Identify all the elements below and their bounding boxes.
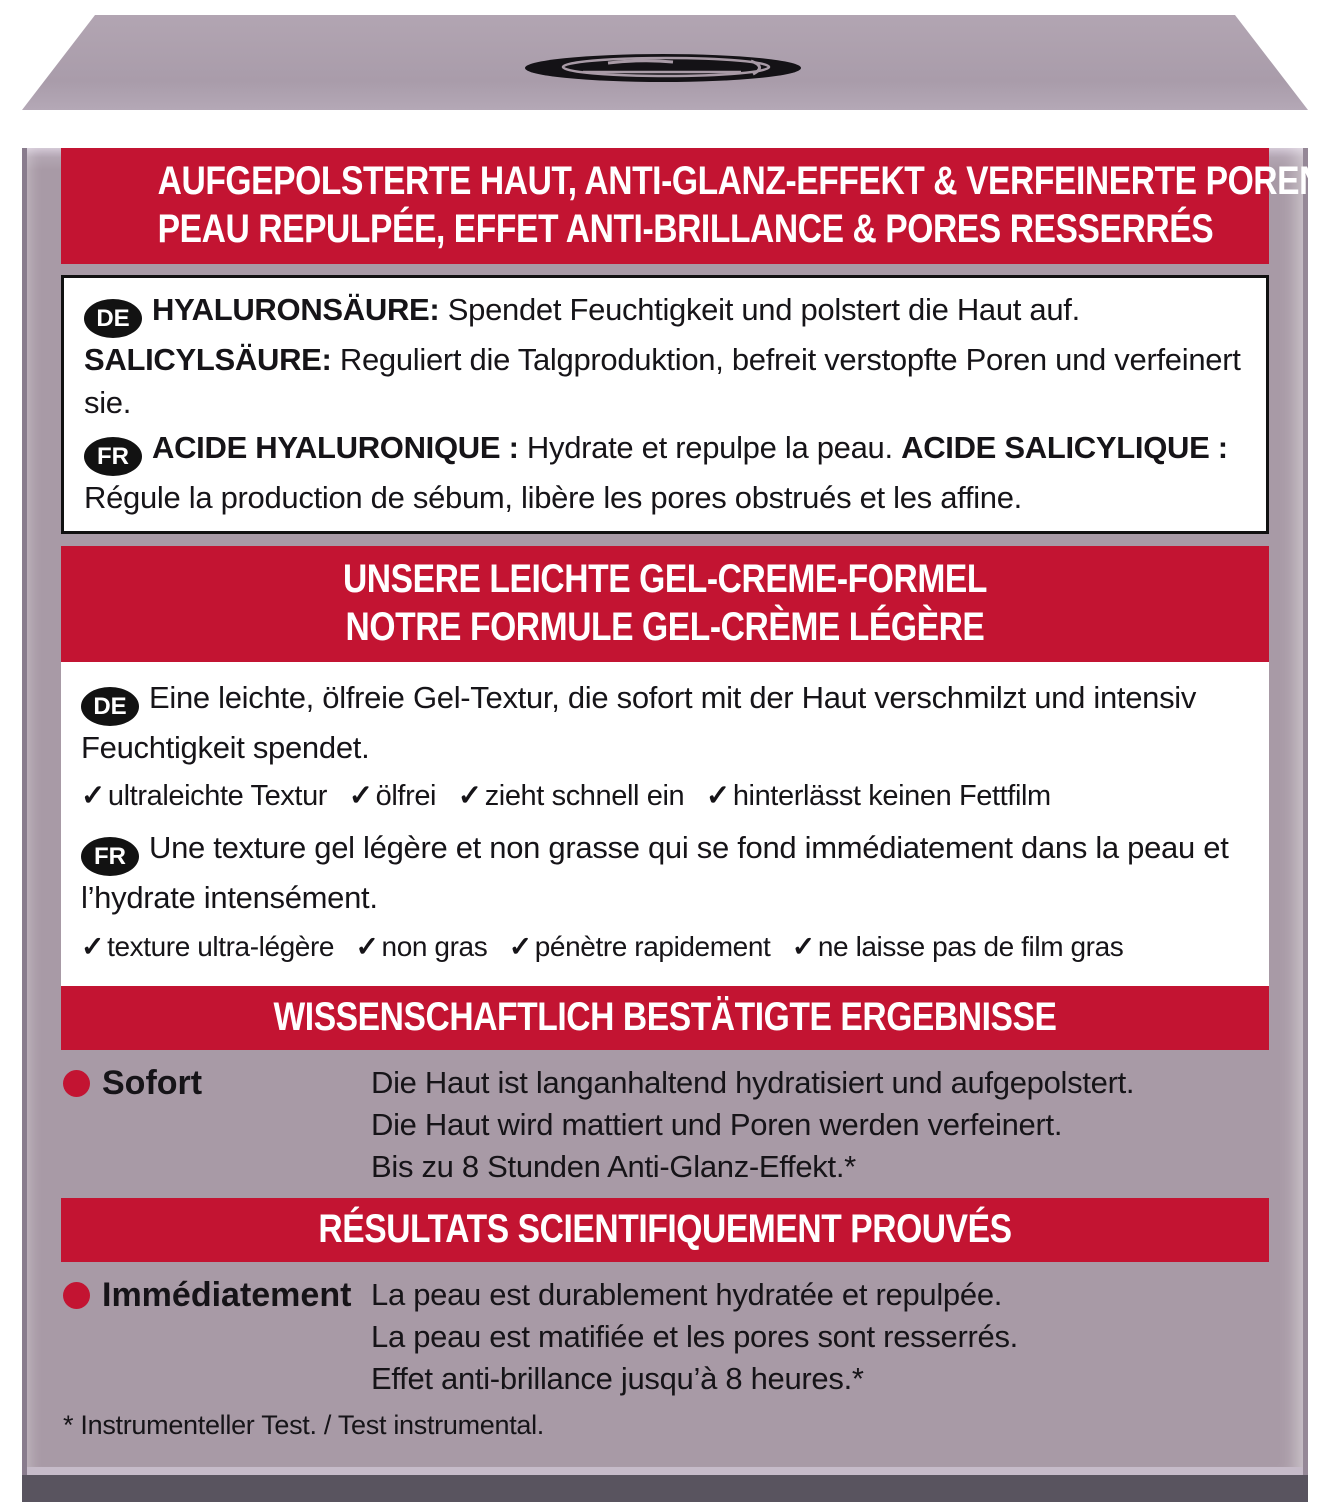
check-item <box>458 780 684 812</box>
ingredient-desc: Spendet Feuchtigkeit und polstert die Haut auf. <box>439 292 1080 327</box>
check-item <box>706 780 1051 812</box>
results-de-label-text: Sofort <box>102 1064 203 1102</box>
result-line: La peau est durablement hydratée et repulpée. <box>371 1277 1003 1312</box>
formula-fr-checklist <box>81 925 1249 968</box>
thumb-hole-icon <box>523 52 803 84</box>
result-line: Bis zu 8 Stunden Anti-Glanz-Effekt.* <box>371 1149 856 1184</box>
checkmark-icon: ✓ <box>791 931 815 962</box>
ingredient-term: ACIDE HYALURONIQUE : <box>152 430 519 465</box>
formula-banner-fr: NOTRE FORMULE GEL-CRÈME LÉGÈRE <box>345 605 985 649</box>
checkmark-icon: ✓ <box>81 931 105 962</box>
checkmark-icon: ✓ <box>705 780 730 812</box>
red-bullet-icon <box>63 1070 90 1097</box>
check-item <box>81 780 327 812</box>
checkmark-icon: ✓ <box>457 780 482 812</box>
check-item <box>509 931 771 962</box>
results-banner-de-text: WISSENSCHAFTLICH BESTÄTIGTE ERGEBNISSE <box>273 995 1057 1039</box>
ingredients-fr-paragraph <box>84 426 1246 519</box>
red-bullet-icon <box>63 1282 90 1309</box>
check-label: ultraleichte Textur <box>107 780 328 812</box>
checkmark-icon: ✓ <box>355 931 379 962</box>
result-line: Die Haut ist langanhaltend hydratisiert und aufgepolstert. <box>371 1065 1135 1100</box>
de-language-badge: DE <box>84 299 142 338</box>
claims-banner-fr: PEAU REPULPÉE, EFFET ANTI-BRILLANCE & PORES RESSERRÉS <box>157 207 1214 251</box>
result-line: La peau est matifiée et les pores sont resserrés. <box>371 1319 1018 1354</box>
result-line: Die Haut wird mattiert und Poren werden verfeinert. <box>371 1107 1063 1142</box>
checkmark-icon: ✓ <box>348 780 373 812</box>
ingredients-de-paragraph <box>84 288 1246 424</box>
check-label: hinterlässt keinen Fettfilm <box>732 780 1051 812</box>
formula-de-checklist <box>81 775 1249 818</box>
ingredient-desc: Hydrate et repulpe la peau. <box>518 430 902 465</box>
formula-fr-text: Une texture gel légère et non grasse qui se fond immédiatement dans la peau et l’hydrate intensément. <box>81 830 1229 915</box>
formula-banner <box>61 546 1269 662</box>
check-item <box>81 931 334 962</box>
ingredient-term: ACIDE SALICYLIQUE : <box>901 430 1228 465</box>
fr-language-badge: FR <box>84 437 142 476</box>
fr-language-badge: FR <box>81 837 139 876</box>
results-de-label <box>61 1062 371 1188</box>
ingredient-desc: Reguliert die Talgproduktion, befreit verstopfte Poren und verfeinert sie. <box>84 342 1241 420</box>
box-bottom-edge <box>22 1475 1308 1502</box>
check-item <box>792 931 1124 962</box>
check-label: texture ultra-légère <box>107 931 335 962</box>
result-line: Effet anti-brillance jusqu’à 8 heures.* <box>371 1361 864 1396</box>
results-fr-lines <box>371 1274 1269 1400</box>
footnote: * Instrumenteller Test. / Test instrumental. <box>63 1410 545 1440</box>
check-label: ne laisse pas de film gras <box>817 931 1124 962</box>
results-banner-fr-text: RÉSULTATS SCIENTIFIQUEMENT PROUVÉS <box>318 1207 1012 1251</box>
checkmark-icon: ✓ <box>81 780 105 812</box>
ingredient-desc: Régule la production de sébum, libère les pores obstrués et les affine. <box>84 480 1022 515</box>
box-bottom-highlight <box>27 1467 1303 1475</box>
formula-fr-paragraph <box>81 826 1249 919</box>
box-top-face <box>22 15 1308 110</box>
results-fr-label <box>61 1274 371 1400</box>
results-de-lines <box>371 1062 1269 1188</box>
formula-de-paragraph <box>81 676 1249 769</box>
check-label: ölfrei <box>375 780 437 812</box>
results-de-row <box>61 1062 1269 1188</box>
formula-banner-de: UNSERE LEICHTE GEL-CREME-FORMEL <box>342 557 988 601</box>
ingredients-box <box>61 275 1269 534</box>
de-language-badge: DE <box>81 687 139 726</box>
ingredient-term: SALICYLSÄURE: <box>84 342 332 377</box>
ingredient-term: HYALURONSÄURE: <box>152 292 440 327</box>
results-fr-row <box>61 1274 1269 1400</box>
check-label: non gras <box>381 931 488 962</box>
check-label: pénètre rapidement <box>534 931 771 962</box>
formula-box <box>61 662 1269 986</box>
claims-banner <box>61 148 1323 264</box>
check-item <box>349 780 436 812</box>
results-banner-de <box>61 986 1269 1050</box>
box-front-panel <box>22 148 1323 1475</box>
results-banner-fr <box>61 1198 1269 1262</box>
claims-banner-de: AUFGEPOLSTERTE HAUT, ANTI-GLANZ-EFFEKT & VERFEINERTE POREN <box>157 159 1323 203</box>
results-fr-label-text: Immédiatement <box>102 1276 352 1314</box>
check-label: zieht schnell ein <box>484 780 685 812</box>
product-box <box>22 15 1323 1502</box>
checkmark-icon: ✓ <box>508 931 532 962</box>
formula-de-text: Eine leichte, ölfreie Gel-Textur, die sofort mit der Haut verschmilzt und intensiv Feuchtigkeit spendet. <box>81 680 1197 765</box>
check-item <box>355 931 487 962</box>
